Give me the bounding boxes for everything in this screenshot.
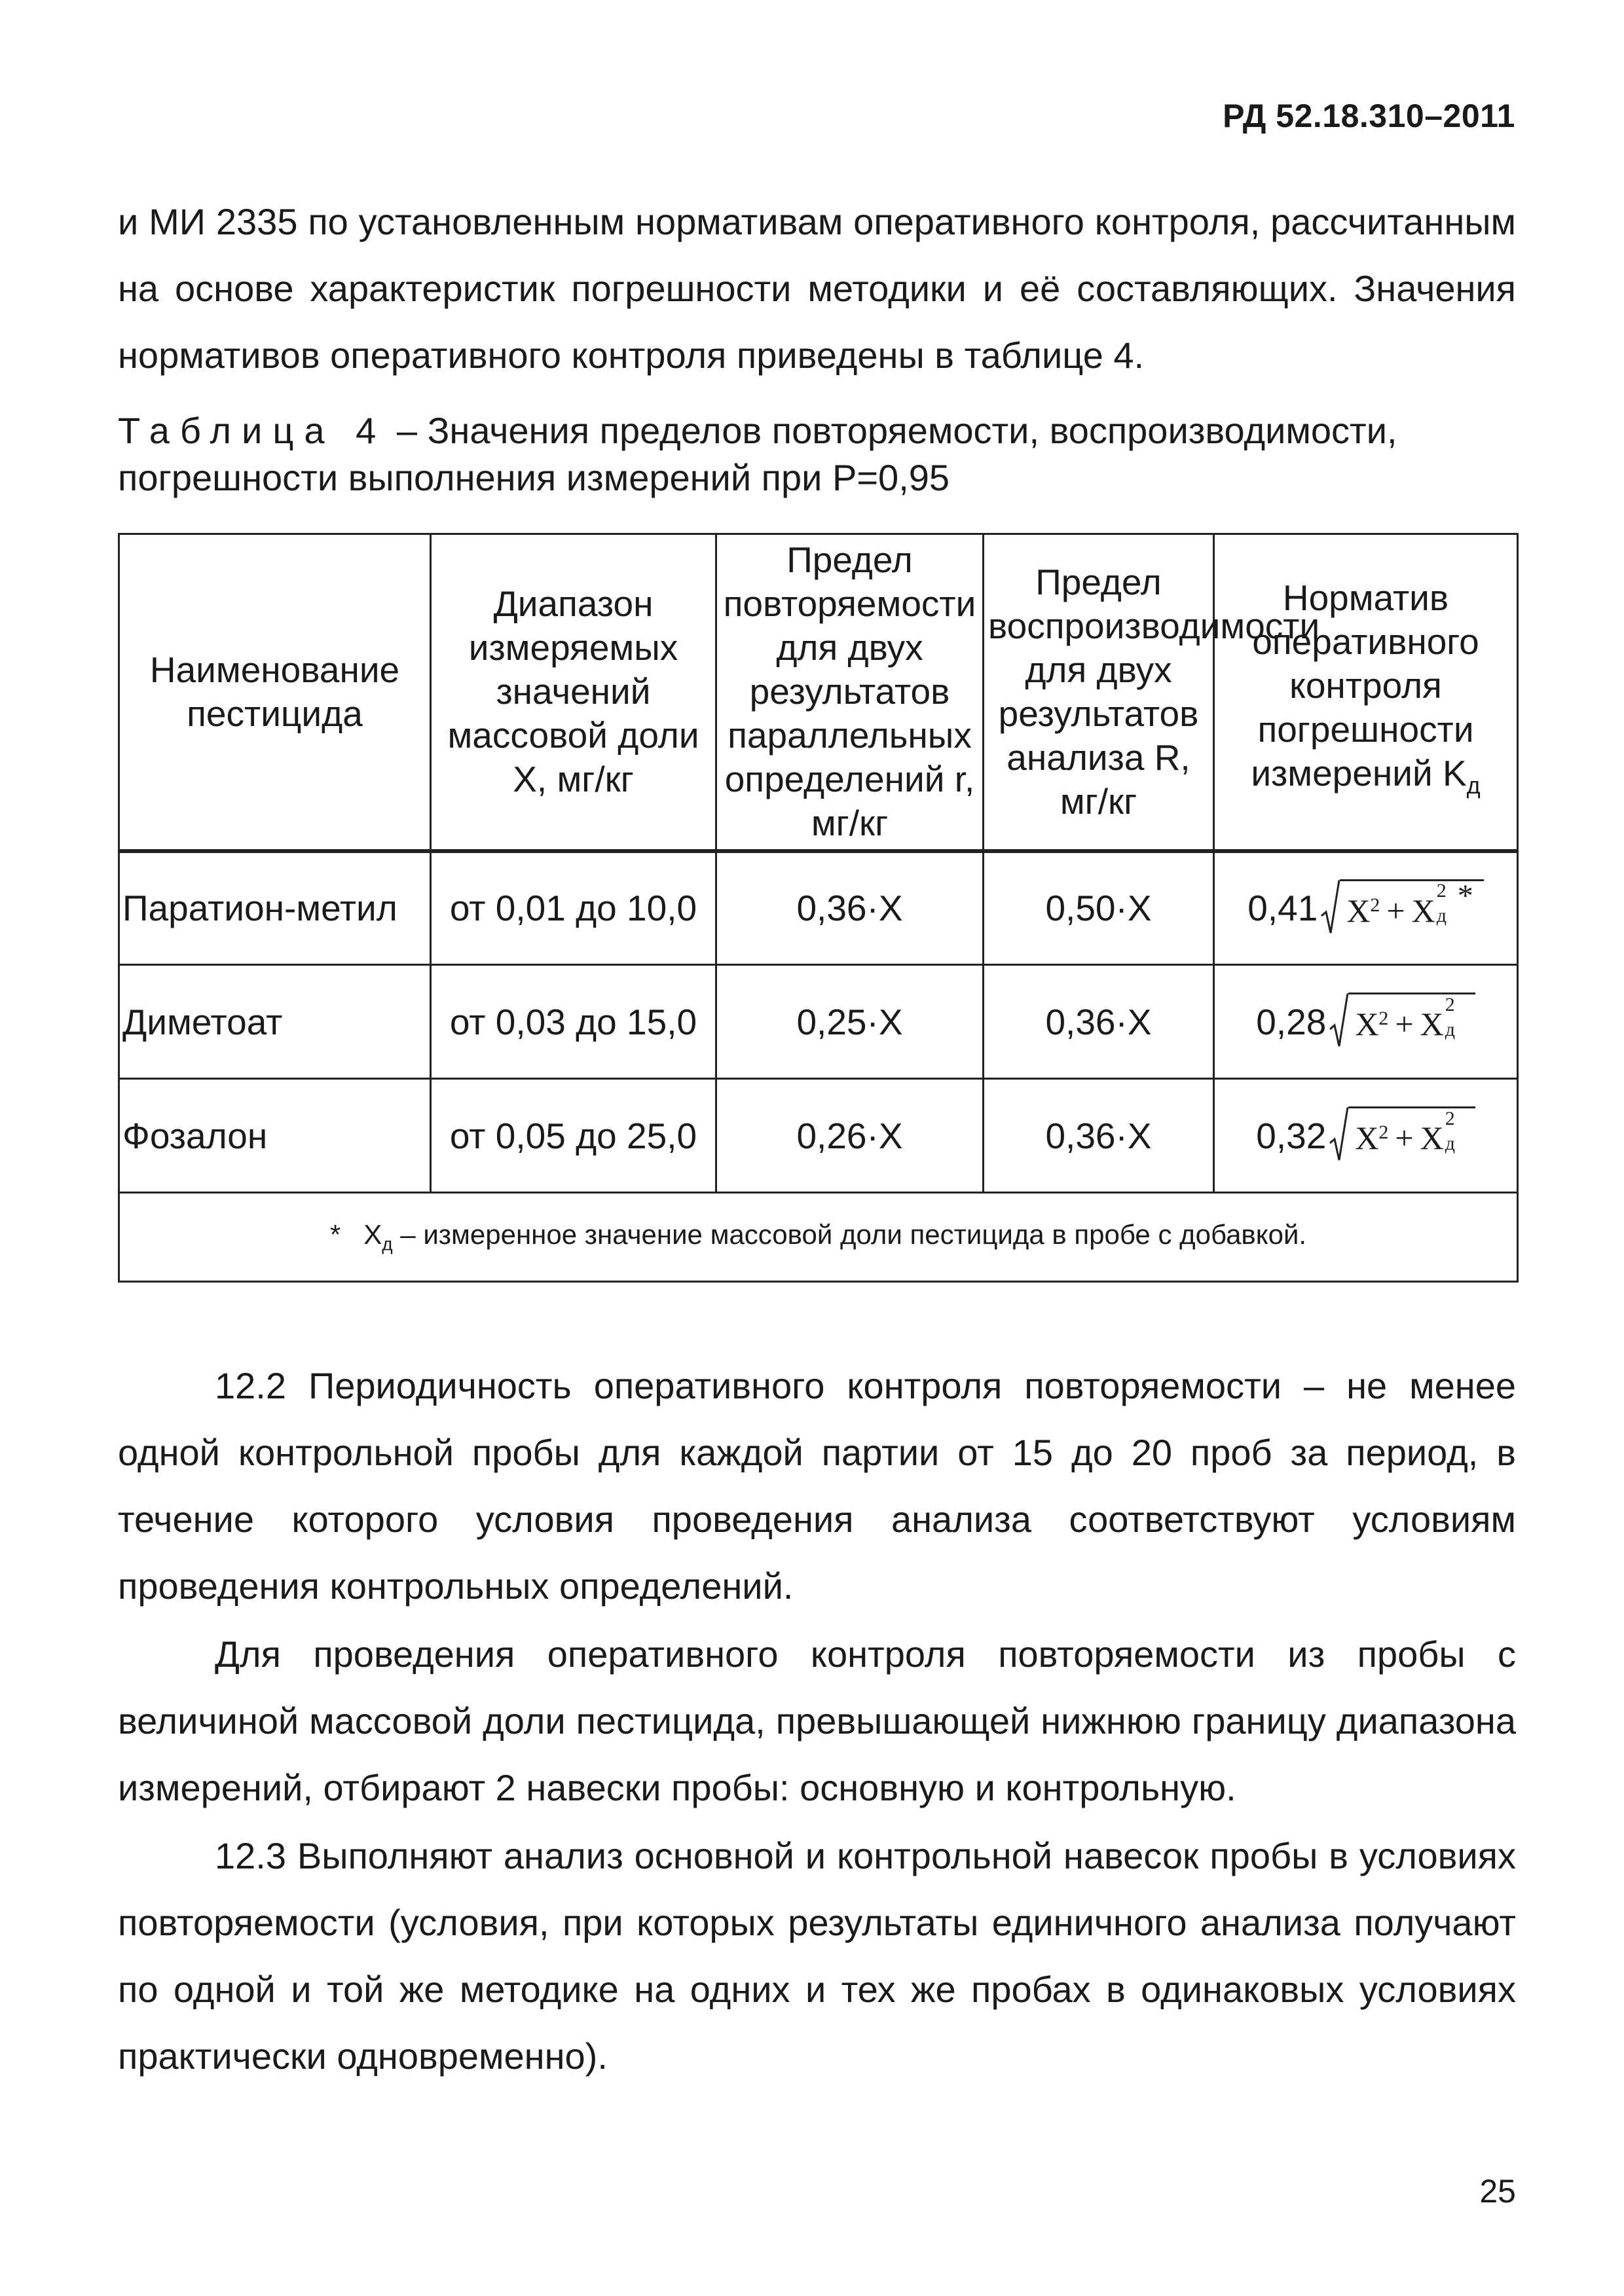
table-caption: [118, 407, 1516, 501]
formula-var: X: [1420, 1006, 1444, 1042]
reproducibility-cell: 0,36·X: [984, 1079, 1214, 1193]
formula-subsup: [1435, 880, 1456, 927]
table-caption-label: Таблица 4: [118, 410, 387, 451]
formula-plus: +: [1395, 1120, 1414, 1156]
pesticide-name: Фозалон: [119, 1079, 431, 1193]
square-root-icon: [1329, 1106, 1348, 1163]
formula-power: 2: [1436, 880, 1447, 902]
norm-formula: [1256, 1106, 1475, 1165]
table-footnote: [119, 1193, 1518, 1282]
page-number: 25: [1479, 2173, 1516, 2210]
table-caption-text: Значения пределов повторяемости, воспроизводимости, погрешности выполнения измерений при Р=0,95: [118, 410, 1397, 498]
pesticide-name: Паратион-метил: [119, 851, 431, 965]
radicand: [1348, 1106, 1475, 1165]
footnote-symbol: X: [363, 1219, 382, 1250]
footnote-marker: *: [1457, 879, 1473, 914]
table-row: [119, 1079, 1518, 1193]
footnote-mark: *: [329, 1219, 341, 1250]
range-cell: от 0,05 до 25,0: [431, 1079, 716, 1193]
repeatability-cell: 0,36·X: [716, 851, 984, 965]
formula-sub: д: [1436, 905, 1447, 927]
footnote-symbol-sub: д: [382, 1233, 393, 1254]
norm-formula-cell: [1214, 965, 1518, 1079]
paragraph-12-3: 12.3 Выполняют анализ основной и контрольной навесок пробы в условиях повторяемости (условия, при которых результаты единичного анализа получают по одной и той же методике на одних и тех же пробах в одинаковых условиях практически одновременно).: [118, 1835, 1516, 2077]
table-footnote-row: [119, 1193, 1518, 1282]
formula-power: 2: [1378, 1121, 1389, 1143]
header-repeatability: Предел повторяемости для двух результатов параллельных определений r, мг/кг: [716, 534, 984, 851]
norm-formula-cell: [1214, 851, 1518, 965]
formula-subsup: [1444, 1107, 1465, 1154]
intro-paragraph: и МИ 2335 по установленным нормативам оперативного контроля, рассчитанным на основе характеристик погрешности методики и её составляющих. Значения нормативов оперативного контроля приведены в таблице 4.: [118, 201, 1516, 376]
square-root-icon: [1320, 879, 1340, 936]
square-root: [1320, 879, 1483, 938]
table-row: [119, 851, 1518, 965]
formula-sub: д: [1445, 1018, 1455, 1040]
norm-formula: [1256, 993, 1475, 1051]
paragraph-12-2: 12.2 Периодичность оперативного контроля повторяемости – не менее одной контрольной пробы для каждой партии от 15 до 20 проб за период, в течение которого условия проведения анализа соответствуют условиям проведения контрольных определений.: [118, 1365, 1516, 1607]
header-norm-sub: д: [1466, 772, 1481, 799]
pesticide-name: Диметоат: [119, 965, 431, 1079]
square-root: [1329, 1106, 1475, 1165]
header-norm-text: Норматив оперативного контроля погрешности измерений K: [1251, 577, 1479, 794]
header-name: Наименование пестицида: [119, 534, 431, 851]
formula-plus: +: [1395, 1006, 1414, 1042]
formula-var: X: [1355, 1120, 1379, 1156]
formula-coefficient: 0,32: [1256, 1115, 1327, 1156]
norm-formula: [1247, 879, 1483, 938]
norm-formula-cell: [1214, 1079, 1518, 1193]
range-cell: от 0,03 до 15,0: [431, 965, 716, 1079]
repeatability-cell: 0,25·X: [716, 965, 984, 1079]
formula-sub: д: [1445, 1132, 1455, 1154]
reproducibility-cell: 0,36·X: [984, 965, 1214, 1079]
square-root: [1329, 993, 1475, 1051]
square-root-icon: [1329, 993, 1348, 1049]
range-cell: от 0,01 до 10,0: [431, 851, 716, 965]
formula-subsup: [1444, 993, 1465, 1040]
paragraph-sampling: Для проведения оперативного контроля повторяемости из пробы с величиной массовой доли пестицида, превышающей нижнюю границу диапазона измерений, отбирают 2 навески пробы: основную и контрольную.: [118, 1633, 1516, 1808]
radicand: [1340, 879, 1483, 938]
formula-power: 2: [1445, 1107, 1455, 1129]
table-caption-dash: –: [396, 410, 417, 451]
document-code: РД 52.18.310–2011: [1223, 98, 1515, 134]
header-reproducibility: Предел воспроизводимости для двух результатов анализа R, мг/кг: [984, 534, 1214, 851]
table-row: [119, 965, 1518, 1079]
header-range: Диапазон измеряемых значений массовой доли X, мг/кг: [431, 534, 716, 851]
pesticide-limits-table: [118, 533, 1519, 1283]
repeatability-cell: 0,26·X: [716, 1079, 984, 1193]
formula-power: 2: [1378, 1008, 1389, 1029]
formula-plus: +: [1386, 892, 1405, 929]
formula-var: X: [1346, 892, 1371, 929]
formula-var: X: [1355, 1006, 1379, 1042]
formula-coefficient: 0,41: [1247, 888, 1318, 929]
formula-power: 2: [1445, 993, 1455, 1015]
formula-var: X: [1420, 1120, 1444, 1156]
header-norm: [1214, 534, 1518, 851]
table-header-row: [119, 534, 1518, 851]
radicand: [1348, 993, 1475, 1051]
formula-var: X: [1411, 892, 1435, 929]
footnote-text: – измеренное значение массовой доли пестицида в пробе с добавкой.: [400, 1219, 1307, 1250]
formula-coefficient: 0,28: [1256, 1001, 1327, 1042]
reproducibility-cell: 0,50·X: [984, 851, 1214, 965]
formula-power: 2: [1370, 894, 1380, 916]
